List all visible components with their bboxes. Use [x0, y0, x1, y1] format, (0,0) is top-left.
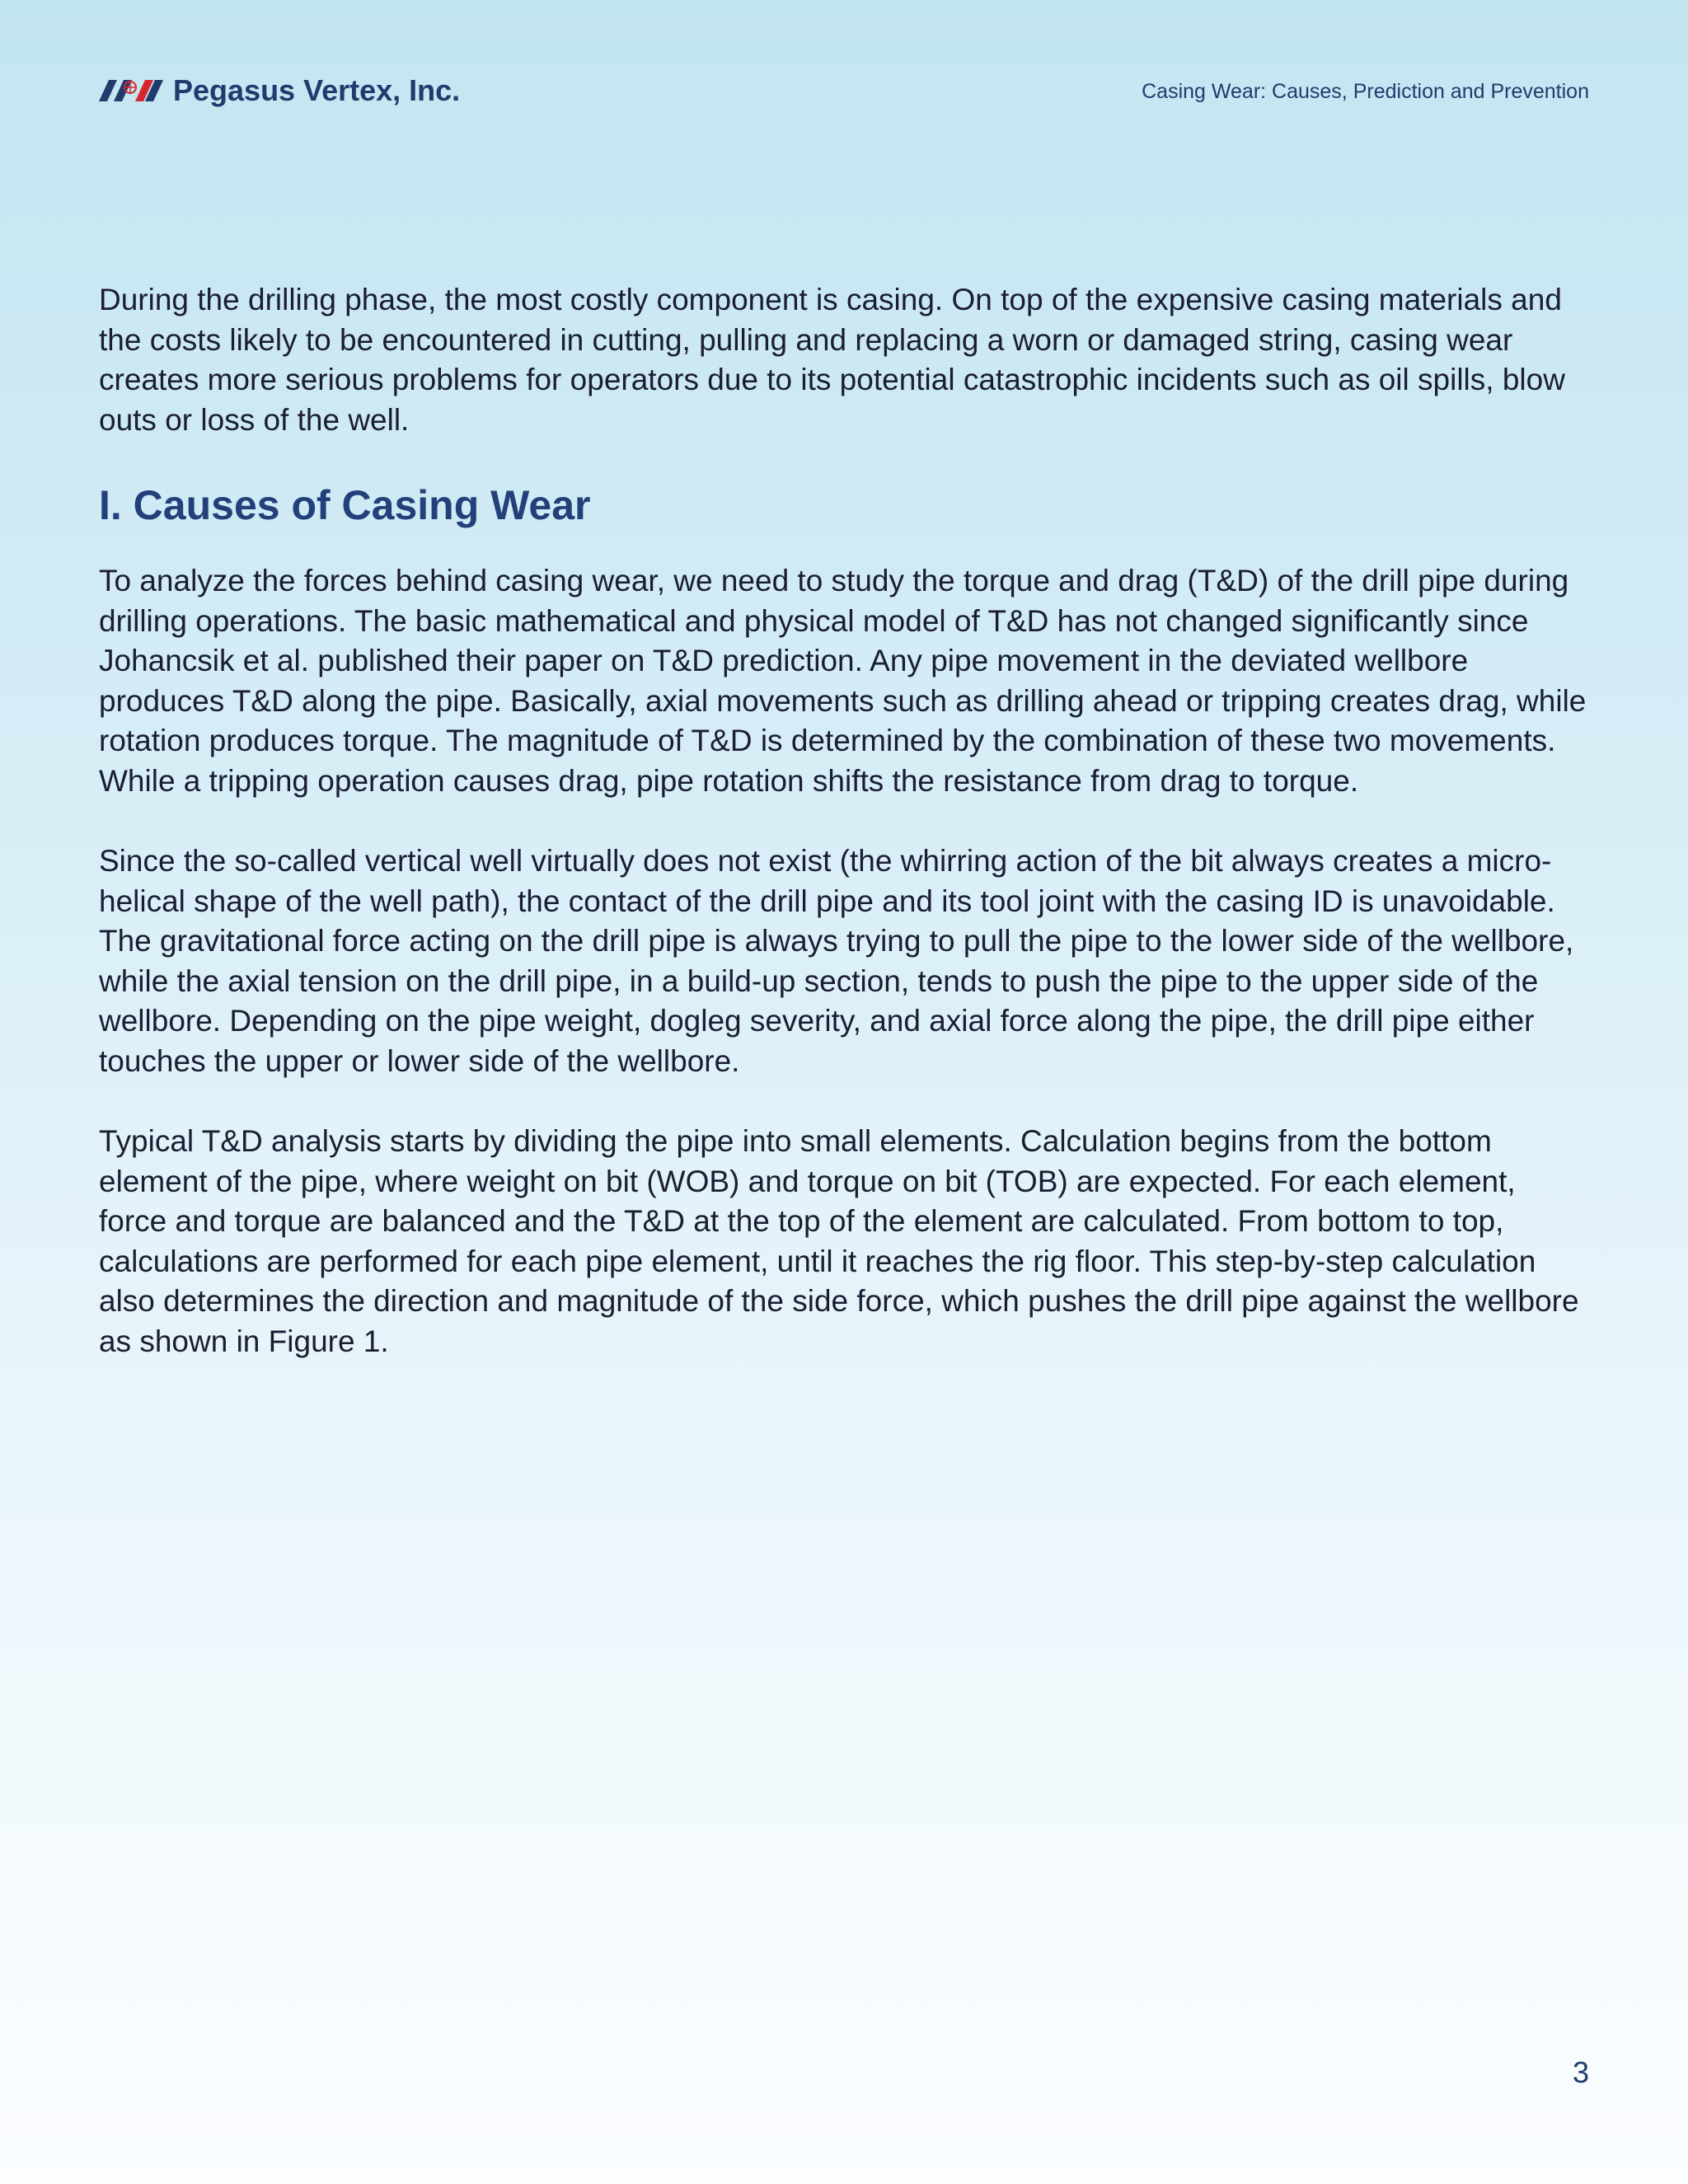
body-paragraph-1: To analyze the forces behind casing wear, we need to study the torque and drag (T&D) of the drill pipe during drilling operations. The basic mathematical and physical model of T&D has not changed significantly since Johancsik et al. published their paper on T&D prediction. Any pipe movement in the deviated wellbore produces T&D along the pipe. Basically, axial movements such as drilling ahead or tripping creates drag, while rotation produces torque. The magnitude of T&D is determined by the combination of these two movements. While a tripping operation causes drag, pipe rotation shifts the resistance from drag to torque.	[99, 564, 1587, 798]
company-name: Pegasus Vertex, Inc.	[173, 73, 461, 107]
pegasus-vertex-logo-icon	[99, 78, 163, 103]
company-brand	[99, 73, 460, 109]
page-header	[99, 73, 1589, 109]
intro-paragraph: During the drilling phase, the most costly component is casing. On top of the expensive casing materials and the costs likely to be encountered in cutting, pulling and replacing a worn or damaged string, casing wear creates more serious problems for operators due to its potential catastrophic incidents such as oil spills, blow outs or loss of the well.	[99, 283, 1565, 437]
page-number: 3	[1572, 2055, 1589, 2089]
body-paragraph-2: Since the so-called vertical well virtually does not exist (the whirring action of the bit always creates a micro-helical shape of the well path), the contact of the drill pipe and its tool joint with the casing ID is unavoidable. The gravitational force acting on the drill pipe is always trying to pull the pipe to the lower side of the wellbore, while the axial tension on the drill pipe, in a build-up section, tends to push the pipe to the upper side of the wellbore. Depending on the pipe weight, dogleg severity, and axial force along the pipe, the drill pipe either touches the upper or lower side of the wellbore.	[99, 844, 1574, 1078]
body-paragraph-3: Typical T&D analysis starts by dividing the pipe into small elements. Calculation begins from the bottom element of the pipe, where weight on bit (WOB) and torque on bit (TOB) are expected. For each element, force and torque are balanced and the T&D at the top of the element are calculated. From bottom to top, calculations are performed for each pipe element, until it reaches the rig floor. This step-by-step calculation also determines the direction and magnitude of the side force, which pushes the drill pipe against the wellbore as shown in Figure 1.	[99, 1124, 1579, 1358]
section-heading: I. Causes of Casing Wear	[99, 482, 591, 528]
page-content	[99, 280, 1591, 1402]
document-title: Casing Wear: Causes, Prediction and Prevention	[1142, 80, 1589, 103]
